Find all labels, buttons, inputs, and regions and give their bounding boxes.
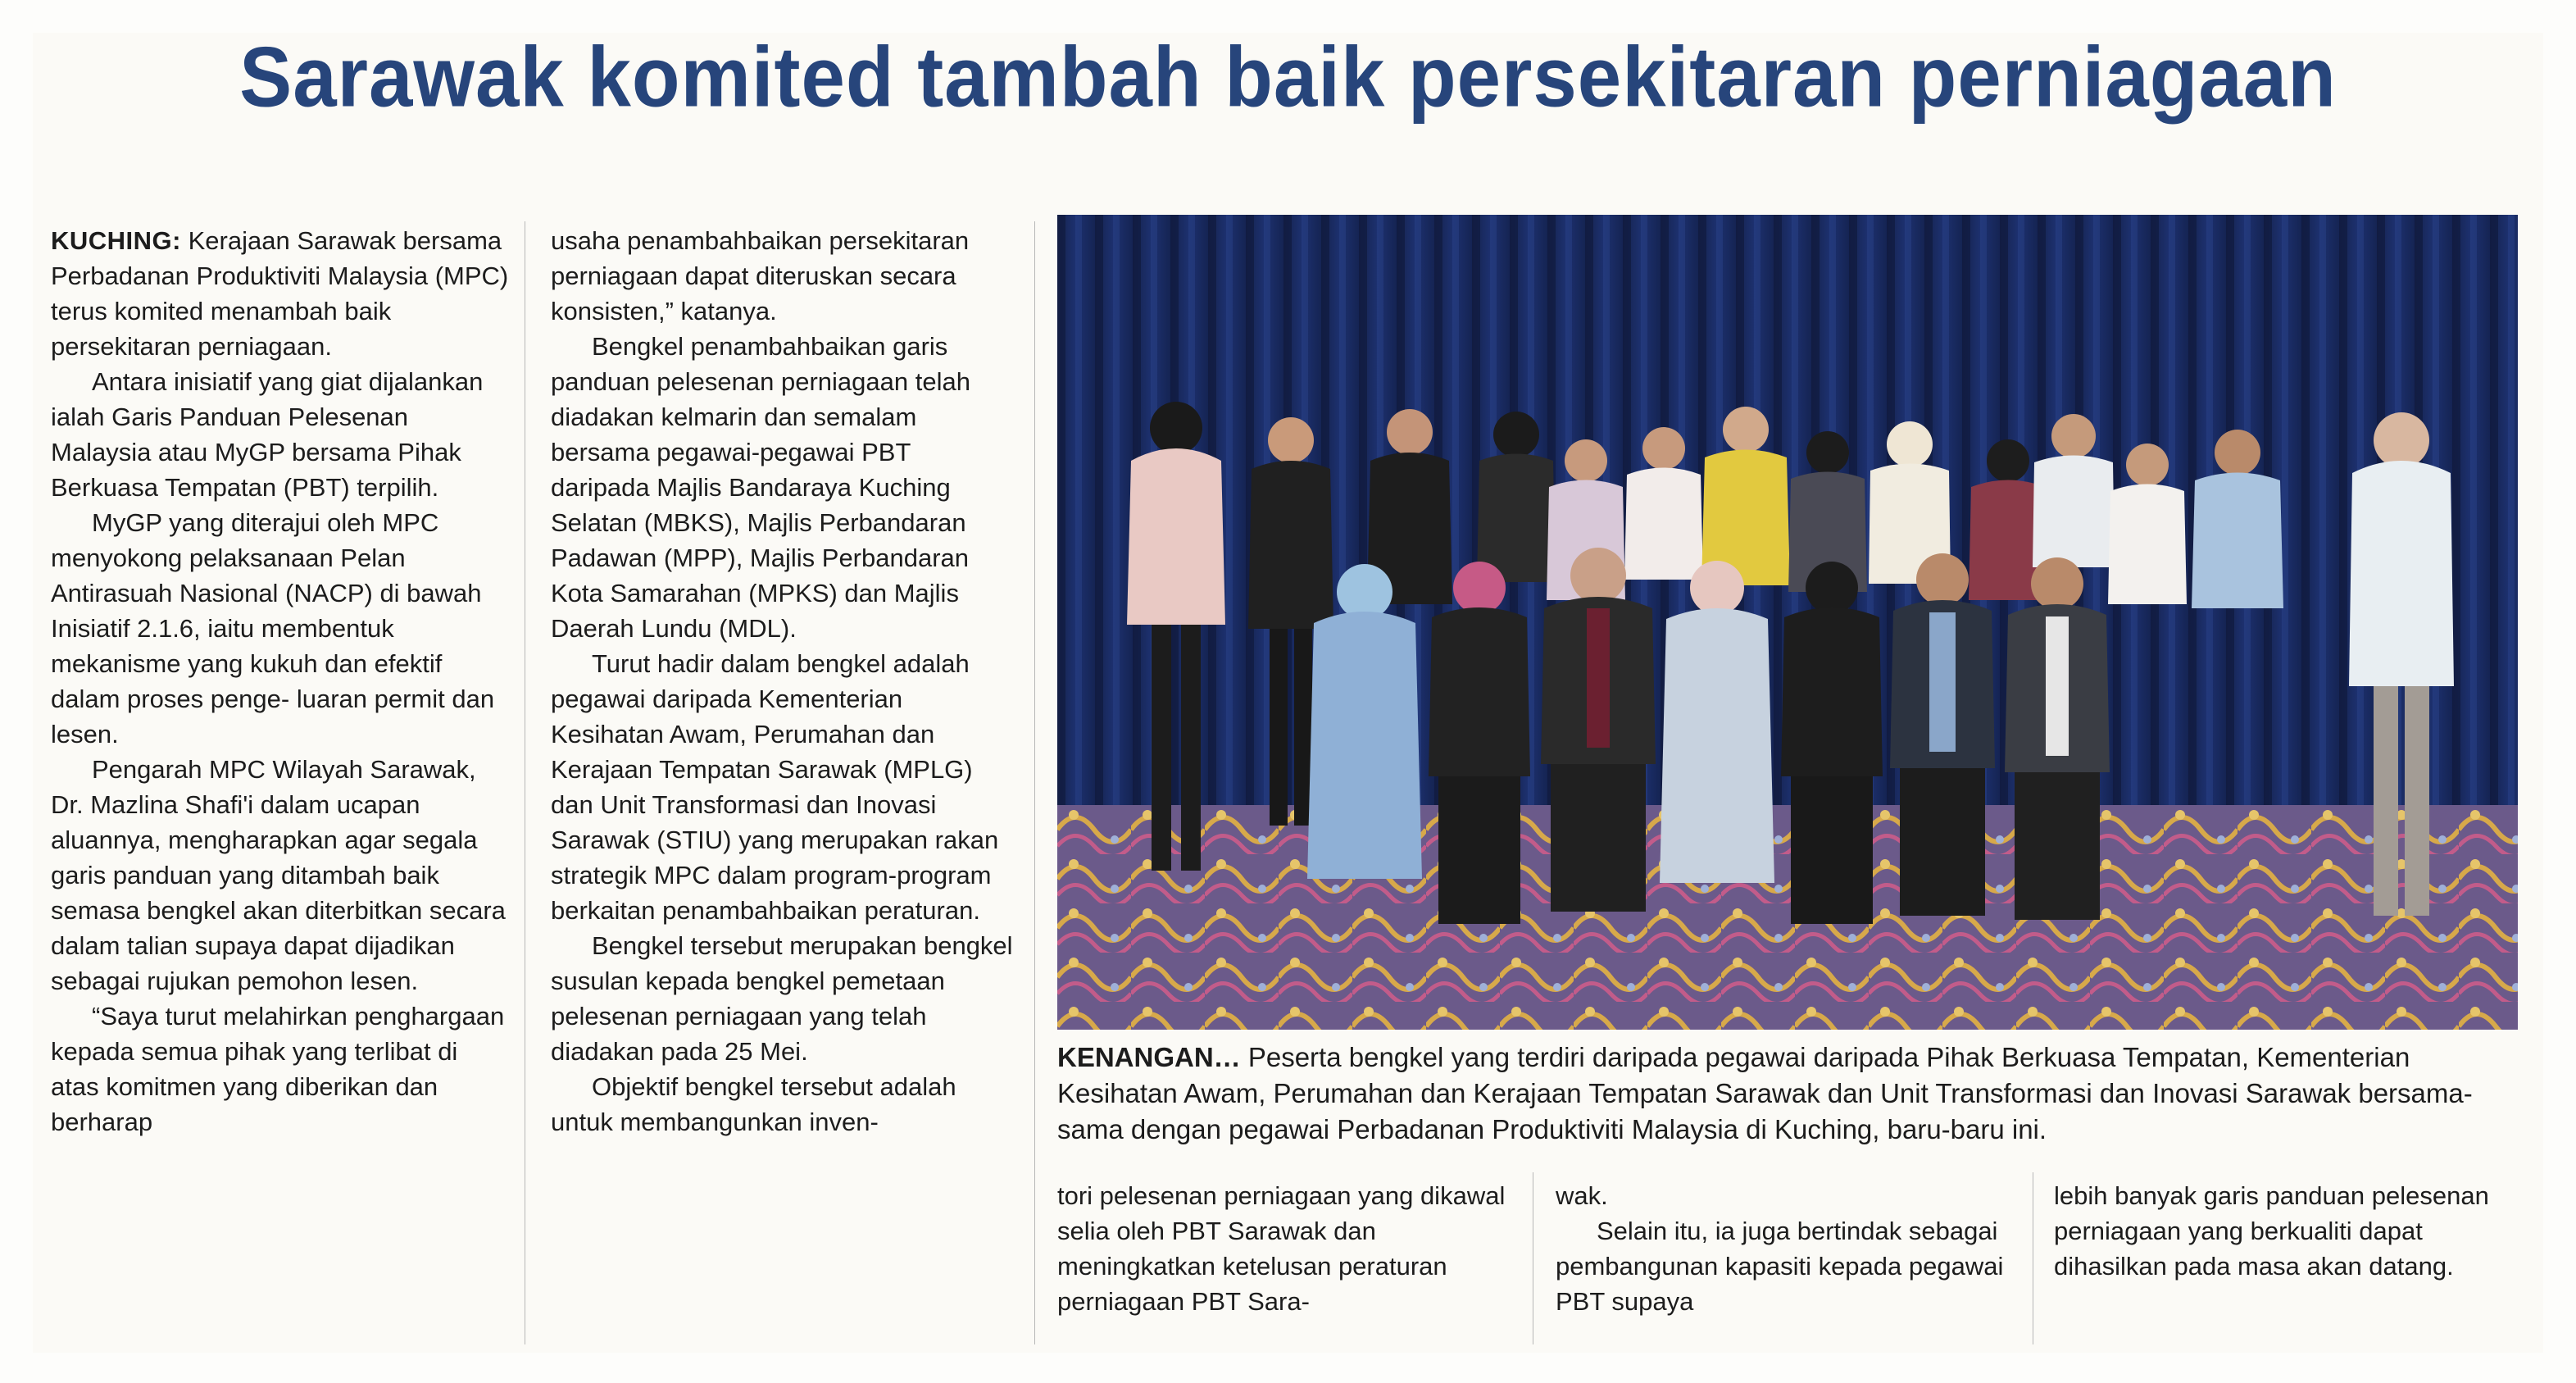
column-divider bbox=[1034, 221, 1035, 1344]
paragraph: lebih banyak garis panduan pelesenan perniagaan yang berkualiti dapat dihasilkan pada masa akan datang. bbox=[2054, 1181, 2489, 1281]
caption-text: Peserta bengkel yang terdiri daripada pegawai daripada Pihak Berkuasa Tempatan, Kementerian Kesihatan Awam, Perumahan dan Kerajaan Tempatan Sarawak dan Unit Transformasi dan Inovasi Sarawak bersama-sama dengan pegawai Perbadanan Produktiviti Malaysia di Kuching, baru-baru ini. bbox=[1057, 1042, 2473, 1144]
paragraph: Objektif bengkel tersebut adalah untuk membangunkan inven- bbox=[551, 1072, 956, 1136]
article-column-5 bbox=[2054, 1178, 2513, 1284]
paragraph: usaha penambahbaikan persekitaran perniagaan dapat diteruskan secara konsisten,” katanya. bbox=[551, 226, 970, 325]
paragraph: Turut hadir dalam bengkel adalah pegawai daripada Kementerian Kesihatan Awam, Perumahan dan Kerajaan Tempatan Sarawak (MPLG) dan Unit Transformasi dan Inovasi Sarawak (STIU) yang merupakan rakan strategik MPC dalam program-program berkaitan penambahbaikan peraturan. bbox=[551, 649, 999, 925]
paragraph bbox=[51, 223, 510, 364]
paragraph: tori pelesenan perniagaan yang dikawal selia oleh PBT Sarawak dan meningkatkan ketelusan peraturan perniagaan PBT Sara- bbox=[1057, 1181, 1506, 1316]
article-column-1 bbox=[51, 223, 510, 1140]
article-column-3 bbox=[1057, 1178, 1516, 1319]
carpet-floor bbox=[1057, 805, 2518, 1030]
caption-lead: KENANGAN… bbox=[1057, 1042, 1241, 1072]
dateline: KUCHING: bbox=[51, 226, 181, 255]
paragraph: MyGP yang diterajui oleh MPC menyokong pelaksanaan Pelan Antirasuah Nasional (NACP) di bawah Inisiatif 2.1.6, iaitu membentuk mekanisme yang kukuh dan efektif dalam proses penge- luaran permit dan lesen. bbox=[51, 508, 495, 748]
paragraph: Bengkel tersebut merupakan bengkel susulan kepada bengkel pemetaan pelesenan perniagaan yang telah diadakan pada 25 Mei. bbox=[551, 931, 1013, 1066]
group-photo bbox=[1057, 215, 2518, 1030]
paragraph-text: Kerajaan Sarawak bersama Perbadanan Produktiviti Malaysia (MPC) terus komited menambah baik persekitaran perniagaan. bbox=[51, 226, 509, 361]
group-photo-illustration bbox=[1057, 215, 2518, 1030]
paragraph: Pengarah MPC Wilayah Sarawak, Dr. Mazlina Shafi'i dalam ucapan aluannya, mengharapkan agar segala garis panduan yang ditambah baik semasa bengkel akan diterbitkan secara dalam talian supaya dapat dijadikan sebagai rujukan pemohon lesen. bbox=[51, 755, 506, 995]
paragraph: Antara inisiatif yang giat dijalankan ialah Garis Panduan Pelesenan Malaysia atau MyGP bersama Pihak Berkuasa Tempatan (PBT) terpilih. bbox=[51, 367, 484, 502]
article-column-2 bbox=[551, 223, 1016, 1140]
photo-caption bbox=[1057, 1040, 2524, 1148]
paragraph: Bengkel penambahbaikan garis panduan pelesenan perniagaan telah diadakan kelmarin dan semalam bersama pegawai-pegawai PBT daripada Majlis Bandaraya Kuching Selatan (MBKS), Majlis Perbandaran Padawan (MPP), Majlis Perbandaran Kota Samarahan (MPKS) dan Majlis Daerah Lundu (MDL). bbox=[551, 332, 970, 643]
article-headline: Sarawak komited tambah baik persekitaran perniagaan bbox=[239, 30, 2337, 125]
paragraph: Selain itu, ia juga bertindak sebagai pembangunan kapasiti kepada pegawai PBT supaya bbox=[1556, 1217, 2004, 1316]
paragraph: “Saya turut melahirkan penghargaan kepada semua pihak yang terlibat di atas komitmen yang diberikan dan berharap bbox=[51, 1002, 505, 1136]
paragraph: wak. bbox=[1556, 1181, 1608, 1210]
article-column-4 bbox=[1556, 1178, 2015, 1319]
